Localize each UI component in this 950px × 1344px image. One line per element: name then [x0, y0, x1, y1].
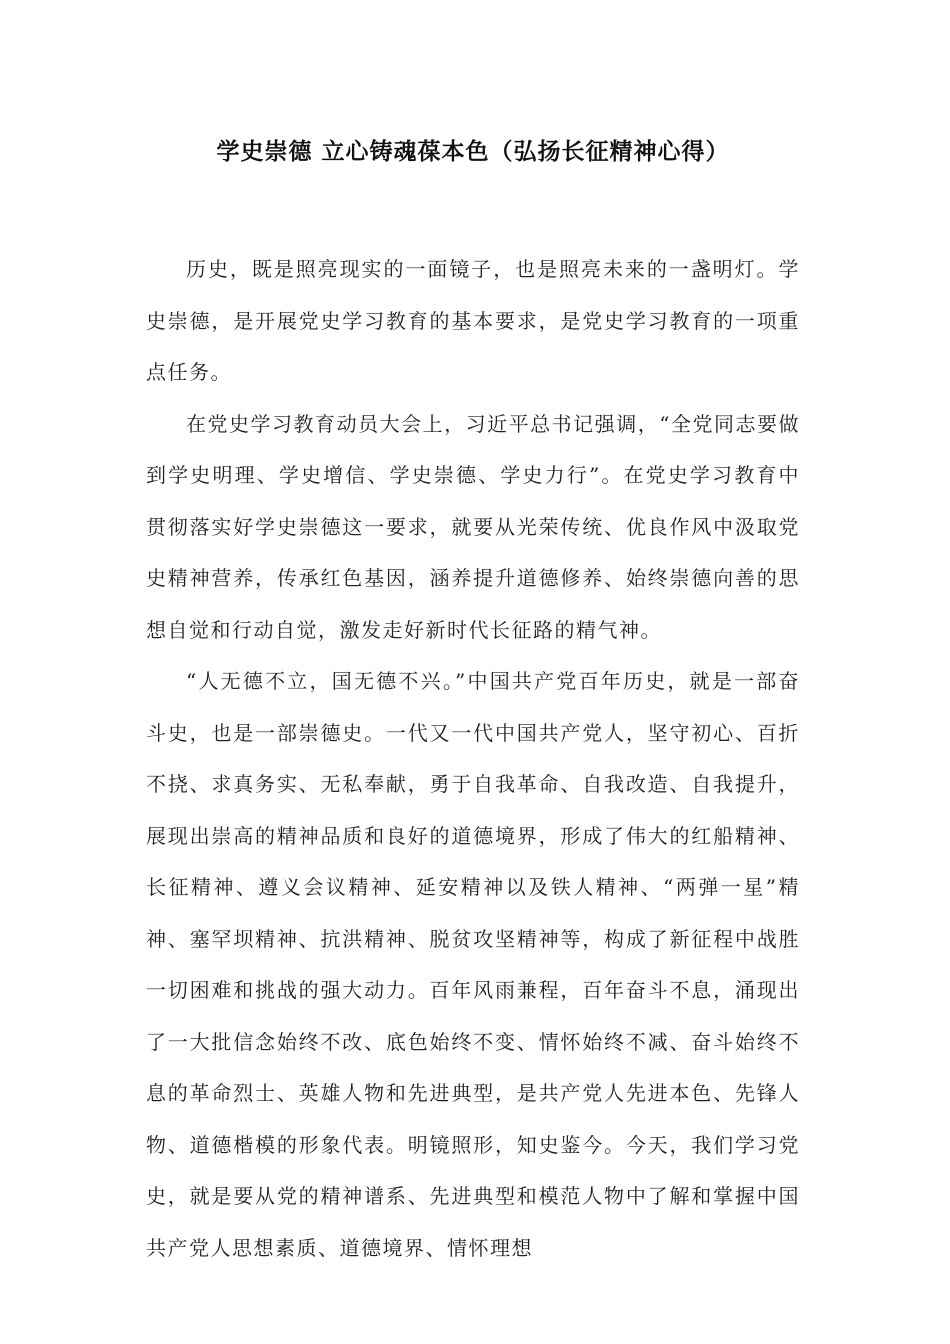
paragraph-1: 历史，既是照亮现实的一面镜子，也是照亮未来的一盏明灯。学史崇德，是开展党史学习教育的基本要求，是党史学习教育的一项重点任务。: [146, 257, 800, 384]
paragraph-3: “人无德不立，国无德不兴。”中国共产党百年历史，就是一部奋斗史，也是一部崇德史。一代又一代中国共产党人，坚守初心、百折不挠、求真务实、无私奉献，勇于自我革命、自我改造、自我提升，展现出崇高的精神品质和良好的道德境界，形成了伟大的红船精神、长征精神、遵义会议精神、延安精神以及铁人精神、“两弹一星”精神、塞罕坝精神、抗洪精神、脱贫攻坚精神等，构成了新征程中战胜一切困难和挑战的强大动力。百年风雨兼程，百年奋斗不息，涌现出了一大批信念始终不改、底色始终不变、情怀始终不减、奋斗始终不息的革命烈士、英雄人物和先进典型，是共产党人先进本色、先锋人物、道德楷模的形象代表。明镜照形，知史鉴今。今天，我们学习党史，就是要从党的精神谱系、先进典型和模范人物中了解和掌握中国共产党人思想素质、道德境界、情怀理想: [146, 669, 800, 1260]
document-body: [146, 244, 800, 1274]
document-title: 学史崇德 立心铸魂葆本色（弘扬长征精神心得）: [216, 139, 730, 165]
paragraph-2: 在党史学习教育动员大会上，习近平总书记强调，“全党同志要做到学史明理、学史增信、学史崇德、学史力行”。在党史学习教育中贯彻落实好学史崇德这一要求，就要从光荣传统、优良作风中汲取党史精神营养，传承红色基因，涵养提升道德修养、始终崇德向善的思想自觉和行动自觉，激发走好新时代长征路的精气神。: [146, 411, 800, 642]
